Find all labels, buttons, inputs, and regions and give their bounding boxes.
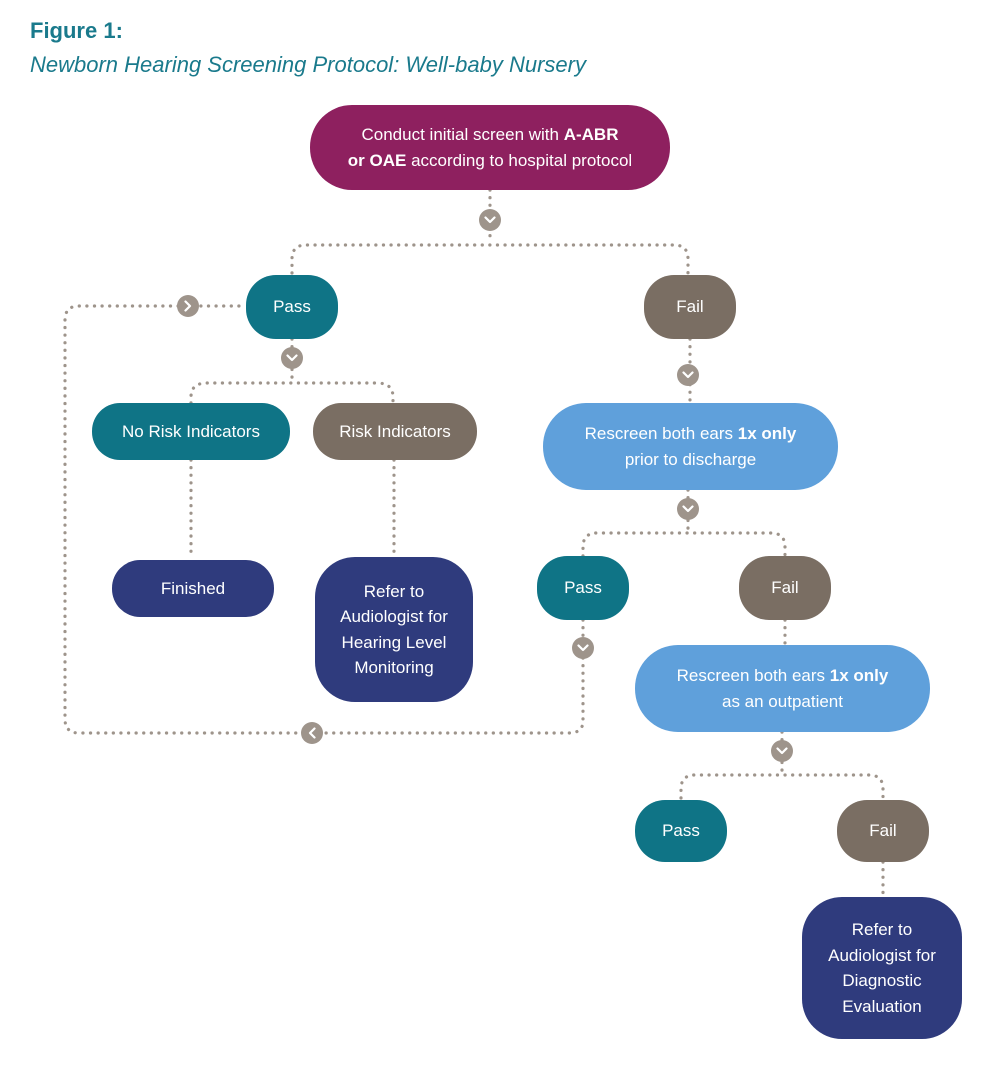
- flowchart-node-pass-1: [246, 275, 338, 339]
- flowchart-node-refer-hearing-monitoring: [315, 557, 473, 702]
- initial-screen-line2: or OAE according to hospital protocol: [347, 150, 633, 170]
- flowchart-node-pass-2: [537, 556, 629, 620]
- connector-branch-pass-fail: [292, 245, 688, 273]
- rescreen-outpatient-line2: as an outpatient: [722, 691, 843, 711]
- risk-indicators-label: Risk Indicators: [339, 421, 451, 441]
- refer-diagnostic-evaluation-label: Refer to Audiologist for Diagnostic Evaluation: [828, 920, 936, 1016]
- connector-branch-pass3-fail3: [681, 775, 883, 798]
- chevron-down-icon: [479, 209, 501, 231]
- fail-2-label: Fail: [771, 578, 799, 598]
- chevron-down-icon: [572, 637, 594, 659]
- pass-2-label: Pass: [564, 578, 602, 598]
- rescreen-outpatient-line1: Rescreen both ears 1x only: [676, 666, 889, 685]
- flowchart-node-no-risk-indicators: [92, 403, 290, 460]
- chevron-down-icon: [771, 740, 793, 762]
- flowchart-node-risk-indicators: [313, 403, 477, 460]
- flowchart-node-initial-screen: [310, 105, 670, 190]
- rescreen-discharge-line2: prior to discharge: [624, 449, 757, 469]
- initial-screen-line1: Conduct initial screen with A-ABR: [361, 125, 619, 144]
- chevron-down-icon: [677, 498, 699, 520]
- connector-branch-risk: [191, 383, 393, 403]
- flowchart-node-fail-1: [644, 275, 736, 339]
- chevron-left-icon: [301, 722, 323, 744]
- finished-label: Finished: [160, 578, 226, 598]
- flowchart-node-finished: [112, 560, 274, 617]
- chevron-down-icon: [677, 364, 699, 386]
- chevron-right-icon: [177, 295, 199, 317]
- figure-label: Figure 1:: [30, 18, 123, 43]
- pass-1-label: Pass: [273, 297, 311, 317]
- flowchart-node-fail-3: [837, 800, 929, 862]
- flowchart-node-rescreen-outpatient: [635, 645, 930, 732]
- fail-3-label: Fail: [869, 821, 897, 841]
- no-risk-indicators-label: No Risk Indicators: [122, 421, 260, 441]
- pass-3-label: Pass: [662, 821, 700, 841]
- rescreen-discharge-line1: Rescreen both ears 1x only: [584, 424, 797, 443]
- flowchart-node-fail-2: [739, 556, 831, 620]
- flowchart-node-pass-3: [635, 800, 727, 862]
- figure-title: Newborn Hearing Screening Protocol: Well-baby Nursery: [30, 52, 586, 77]
- chevron-down-icon: [281, 347, 303, 369]
- flowchart-node-refer-diagnostic-evaluation: [802, 897, 962, 1039]
- flowchart-node-rescreen-prior-discharge: [543, 403, 838, 490]
- connector-branch-pass2-fail2: [583, 533, 785, 556]
- fail-1-label: Fail: [676, 297, 704, 317]
- refer-hearing-monitoring-label: Refer to Audiologist for Hearing Level Monitoring: [340, 581, 448, 677]
